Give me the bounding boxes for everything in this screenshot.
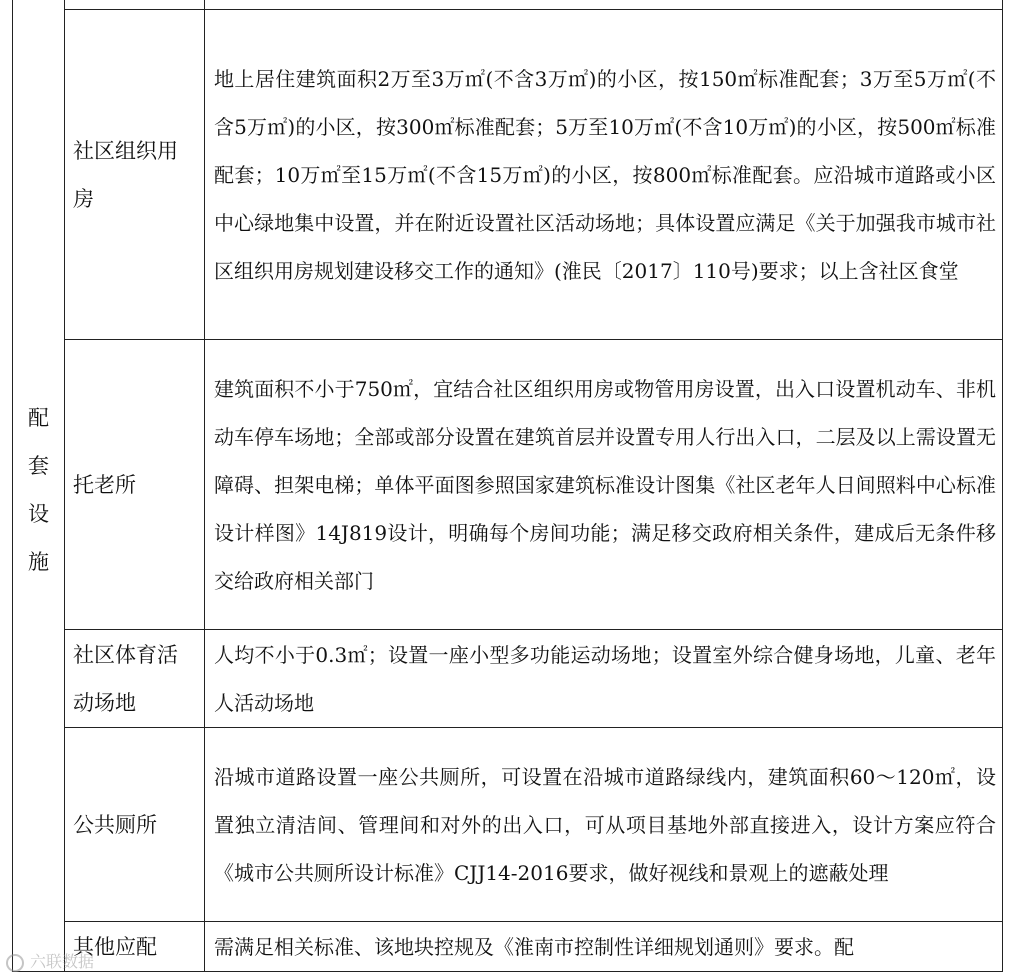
watermark [6, 949, 94, 972]
desc-cell [205, 630, 1003, 728]
category-char: 套 [28, 454, 49, 479]
item-cell: 其他应配 [65, 922, 205, 972]
watermark-text: 六联数据 [30, 952, 95, 971]
desc-text: 沿城市道路设置一座公共厕所，可设置在沿城市道路绿线内，建筑面积60～120㎡，设置独立清洁间、管理间和对外的出入口，可从项目基地外部直接进入，设计方案应符合《城市公共厕所设计标准》CJJ14-2016要求，做好视线和景观上的遮蔽处理 [214, 764, 996, 885]
category-char: 配 [28, 406, 49, 431]
desc-text: 人均不小于0.3㎡；设置一座小型多功能运动场地；设置室外综合健身场地，儿童、老年人活动场地 [214, 642, 996, 715]
desc-cell [205, 728, 1003, 922]
category-char: 设 [28, 502, 49, 527]
table-row [13, 10, 1003, 340]
desc-text: 需满足相关标准、该地块控规及《淮南市控制性详细规划通则》要求。配 [214, 934, 854, 959]
table-row [13, 340, 1003, 630]
spacer-cell [65, 0, 205, 10]
spacer-cell [13, 0, 65, 10]
item-cell: 社区组织用房 [65, 10, 205, 340]
item-cell: 社区体育活动场地 [65, 630, 205, 728]
table-row [13, 630, 1003, 728]
spacer-cell [205, 0, 1003, 10]
facilities-table [12, 0, 1003, 972]
desc-cell [205, 10, 1003, 340]
table-row [13, 728, 1003, 922]
category-cell [13, 10, 65, 972]
desc-text: 建筑面积不小于750㎡，宜结合社区组织用房或物管用房设置，出入口设置机动车、非机动车停车场地；全部或部分设置在建筑首层并设置专用人行出入口，二层及以上需设置无障碍、担架电梯；单体平面图参照国家建筑标准设计图集《社区老年人日间照料中心标准设计样图》14J819设计，明确每个房间功能；满足移交政府相关条件，建成后无条件移交给政府相关部门 [214, 376, 996, 593]
category-char: 施 [28, 550, 49, 575]
desc-text: 地上居住建筑面积2万至3万㎡(不含3万㎡)的小区，按150㎡标准配套；3万至5万㎡(不含5万㎡)的小区，按300㎡标准配套；5万至10万㎡(不含10万㎡)的小区，按500㎡标准配套；10万㎡至15万㎡(不含15万㎡)的小区，按800㎡标准配套。应沿城市道路或小区中心绿地集中设置，并在附近设置社区活动场地；具体设置应满足《关于加强我市城市社区组织用房规划建设移交工作的通知》(淮民〔2017〕110号)要求；以上含社区食堂 [214, 66, 996, 283]
desc-cell [205, 922, 1003, 972]
item-cell: 托老所 [65, 340, 205, 630]
desc-cell [205, 340, 1003, 630]
table-row-top-spacer [13, 0, 1003, 10]
watermark-logo-icon [6, 954, 24, 972]
table-row [13, 922, 1003, 972]
item-cell: 公共厕所 [65, 728, 205, 922]
